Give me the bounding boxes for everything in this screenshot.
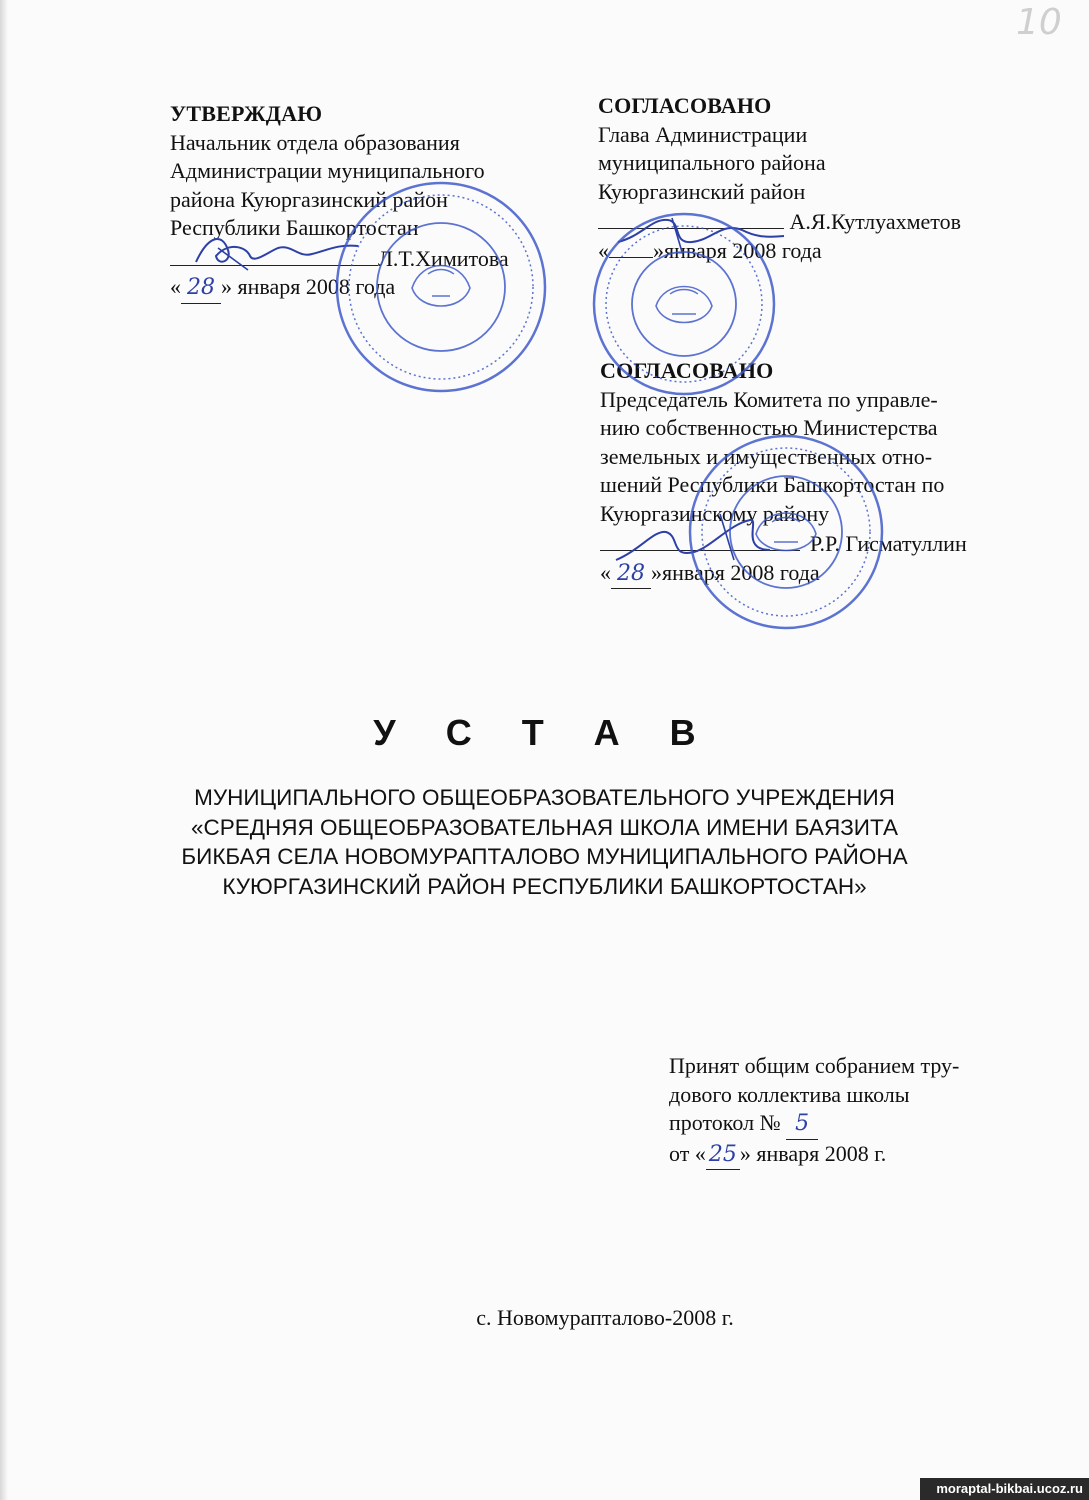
adopted-line: дового коллектива школы [669, 1081, 910, 1107]
approve-line: Администрации муниципального [170, 158, 485, 183]
approve-line: Начальник отдела образования [170, 129, 460, 155]
date-open-quote: от « [669, 1140, 706, 1166]
agreed1-signer: А.Я.Кутлуахметов [789, 209, 961, 234]
approve-line: района Куюргазинский район [170, 186, 448, 212]
approve-signature-line [170, 243, 509, 274]
organization-name [0, 783, 1089, 901]
approve-signer: Л.Т.Химитова [378, 245, 509, 271]
signature-underline [600, 528, 800, 551]
agreed1-block [598, 92, 961, 265]
date-rest: »января 2008 года [651, 559, 820, 585]
date-rest: »января 2008 года [653, 237, 822, 263]
agreed1-date [598, 237, 961, 266]
approve-date [170, 273, 509, 304]
date-open-quote: « [598, 237, 609, 263]
agreed1-line: Куюргазинский район [598, 178, 806, 204]
date-open-quote: « [600, 559, 611, 585]
organization-name-line: БИКБАЯ СЕЛА НОВОМУРАПТАЛОВО МУНИЦИПАЛЬНОГО РАЙОНА [181, 844, 908, 869]
date-day-handwritten: 28 [181, 274, 221, 304]
page-number: 10 [1016, 2, 1062, 43]
agreed2-line: Председатель Комитета по управле- [600, 386, 938, 412]
adopted-line: Принят общим собранием тру- [669, 1053, 960, 1078]
document-title: У С Т А В [373, 712, 716, 753]
date-open-quote: « [170, 274, 181, 299]
agreed1-line: Глава Администрации [598, 121, 808, 147]
date-day-handwritten: 28 [611, 560, 651, 590]
organization-name-line: МУНИЦИПАЛЬНОГО ОБЩЕОБРАЗОВАТЕЛЬНОГО УЧРЕЖДЕНИЯ [194, 785, 895, 810]
date-rest: » января 2008 года [221, 274, 396, 299]
agreed2-line: нию собственностью Министерства [600, 415, 938, 440]
signature-underline [170, 243, 378, 266]
agreed2-date [600, 559, 967, 590]
organization-name-line: КУЮРГАЗИНСКИЙ РАЙОН РЕСПУБЛИКИ БАШКОРТОСТАН» [222, 873, 867, 899]
agreed2-signer: Р.Р. Гисматуллин [810, 531, 967, 556]
date-rest: » января 2008 г. [739, 1140, 887, 1166]
organization-name-line: «СРЕДНЯЯ ОБЩЕОБРАЗОВАТЕЛЬНАЯ ШКОЛА ИМЕНИ БАЯЗИТА [191, 814, 898, 840]
agreed2-line: Куюргазинскому району [600, 500, 830, 526]
agreed2-line: земельных и имущественных отно- [600, 443, 933, 469]
place-and-year: с. Новомурапталово-2008 г. [476, 1305, 734, 1330]
protocol-label: протокол № [669, 1110, 781, 1135]
approve-block [170, 100, 509, 304]
agreed1-signature-line [598, 206, 961, 237]
approve-line: Республики Башкортостан [170, 215, 419, 240]
adopted-block [669, 1052, 959, 1170]
approve-heading: УТВЕРЖДАЮ [170, 101, 323, 126]
agreed1-heading: СОГЛАСОВАНО [598, 93, 772, 118]
watermark: moraptal-bikbai.ucoz.ru [920, 1478, 1089, 1500]
agreed2-signature-line [600, 528, 967, 559]
agreed2-line: шений Республики Башкортостан по [600, 472, 945, 497]
adopted-protocol [669, 1109, 959, 1140]
adopted-date [669, 1140, 959, 1171]
agreed1-line: муниципального района [598, 150, 826, 175]
signature-underline [598, 206, 784, 229]
agreed2-block [600, 357, 967, 589]
agreed2-heading: СОГЛАСОВАНО [600, 358, 774, 383]
date-day-handwritten: 25 [706, 1141, 740, 1171]
date-day-blank [609, 257, 653, 258]
protocol-number-handwritten: 5 [786, 1110, 818, 1140]
